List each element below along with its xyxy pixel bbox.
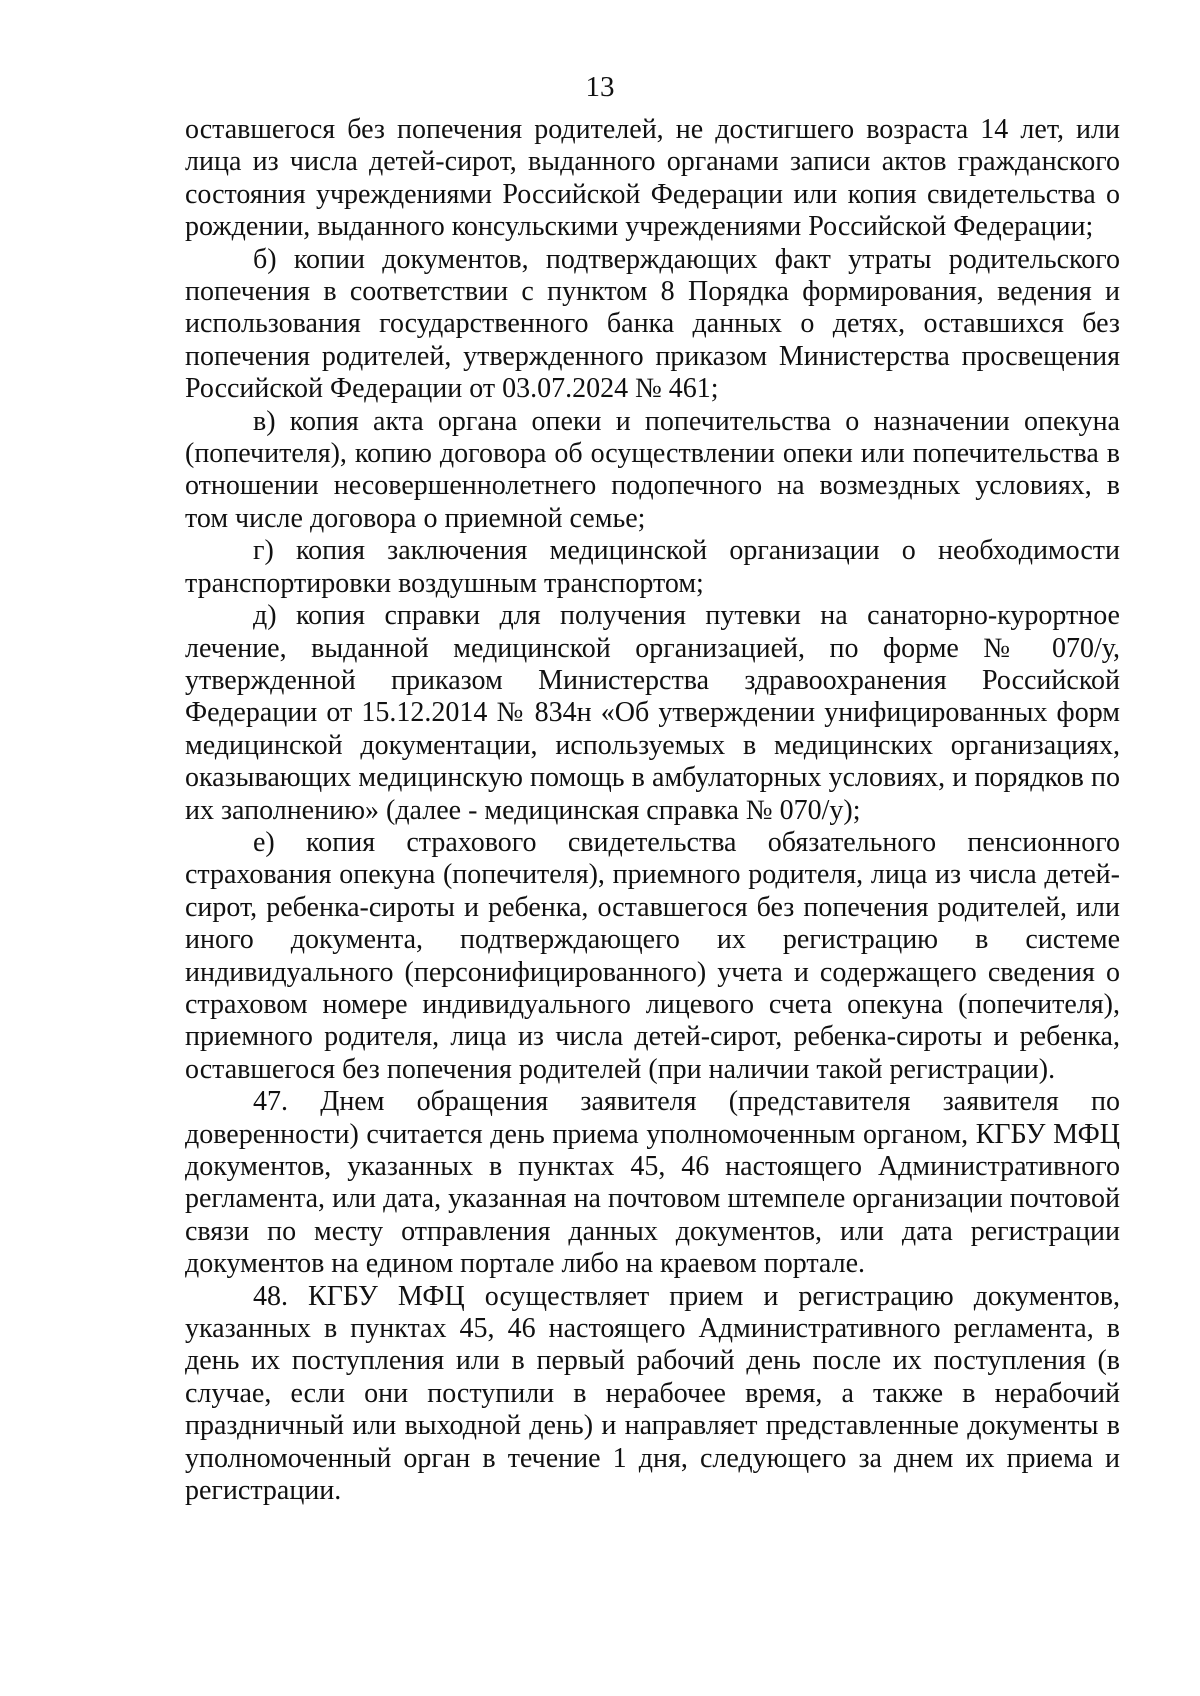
paragraph-47: 47. Днем обращения заявителя (представителя заявителя по доверенности) считается день приема уполномоченным органом, КГБУ МФЦ документов, указанных в пунктах 45, 46 настоящего Административного регламента, или дата, указанная на почтовом штемпеле организации почтовой связи по месту отправления данных документов, или дата регистрации документов на едином портале либо на краевом портале. bbox=[185, 1086, 1120, 1280]
paragraph-48: 48. КГБУ МФЦ осуществляет прием и регистрацию документов, указанных в пунктах 45, 46 настоящего Административного регламента, в день их поступления или в первый рабочий день после их поступления (в случае, если они поступили в нерабочее время, а также в нерабочий праздничный или выходной день) и направляет представленные документы в уполномоченный орган в течение 1 дня, следующего за днем их приема и регистрации. bbox=[185, 1280, 1120, 1507]
paragraph-e: е) копия страхового свидетельства обязательного пенсионного страхования опекуна (попечителя), приемного родителя, лица из числа детей-сирот, ребенка-сироты и ребенка, оставшегося без попечения родителей, или иного документа, подтверждающего их регистрацию в системе индивидуального (персонифицированного) учета и содержащего сведения о страховом номере индивидуального лицевого счета опекуна (попечителя), приемного родителя, лица из числа детей-сирот, ребенка-сироты и ребенка, оставшегося без попечения родителей (при наличии такой регистрации). bbox=[185, 826, 1120, 1085]
paragraph-b: б) копии документов, подтверждающих факт утраты родительского попечения в соответствии с пунктом 8 Порядка формирования, ведения и использования государственного банка данных о детях, оставшихся без попечения родителей, утвержденного приказом Министерства просвещения Российской Федерации от 03.07.2024 № 461; bbox=[185, 243, 1120, 405]
paragraph-d: д) копия справки для получения путевки на санаторно-курортное лечение, выданной медицинской организацией, по форме № 070/у, утвержденной приказом Министерства здравоохранения Российской Федерации от 15.12.2014 № 834н «Об утверждении унифицированных форм медицинской документации, используемых в медицинских организациях, оказывающих медицинскую помощь в амбулаторных условиях, и порядков по их заполнению» (далее - медицинская справка № 070/у); bbox=[185, 600, 1120, 826]
document-body bbox=[185, 114, 1120, 1507]
paragraph-v: в) копия акта органа опеки и попечительства о назначении опекуна (попечителя), копию договора об осуществлении опеки или попечительства в отношении несовершеннолетнего подопечного на возмездных условиях, в том числе договора о приемной семье; bbox=[185, 405, 1120, 534]
paragraph-a-continuation: оставшегося без попечения родителей, не достигшего возраста 14 лет, или лица из числа детей-сирот, выданного органами записи актов гражданского состояния учреждениями Российской Федерации или копия свидетельства о рождении, выданного консульскими учреждениями Российской Федерации; bbox=[185, 114, 1120, 243]
page-number: 13 bbox=[585, 71, 615, 103]
paragraph-g: г) копия заключения медицинской организации о необходимости транспортировки воздушным транспортом; bbox=[185, 535, 1120, 599]
